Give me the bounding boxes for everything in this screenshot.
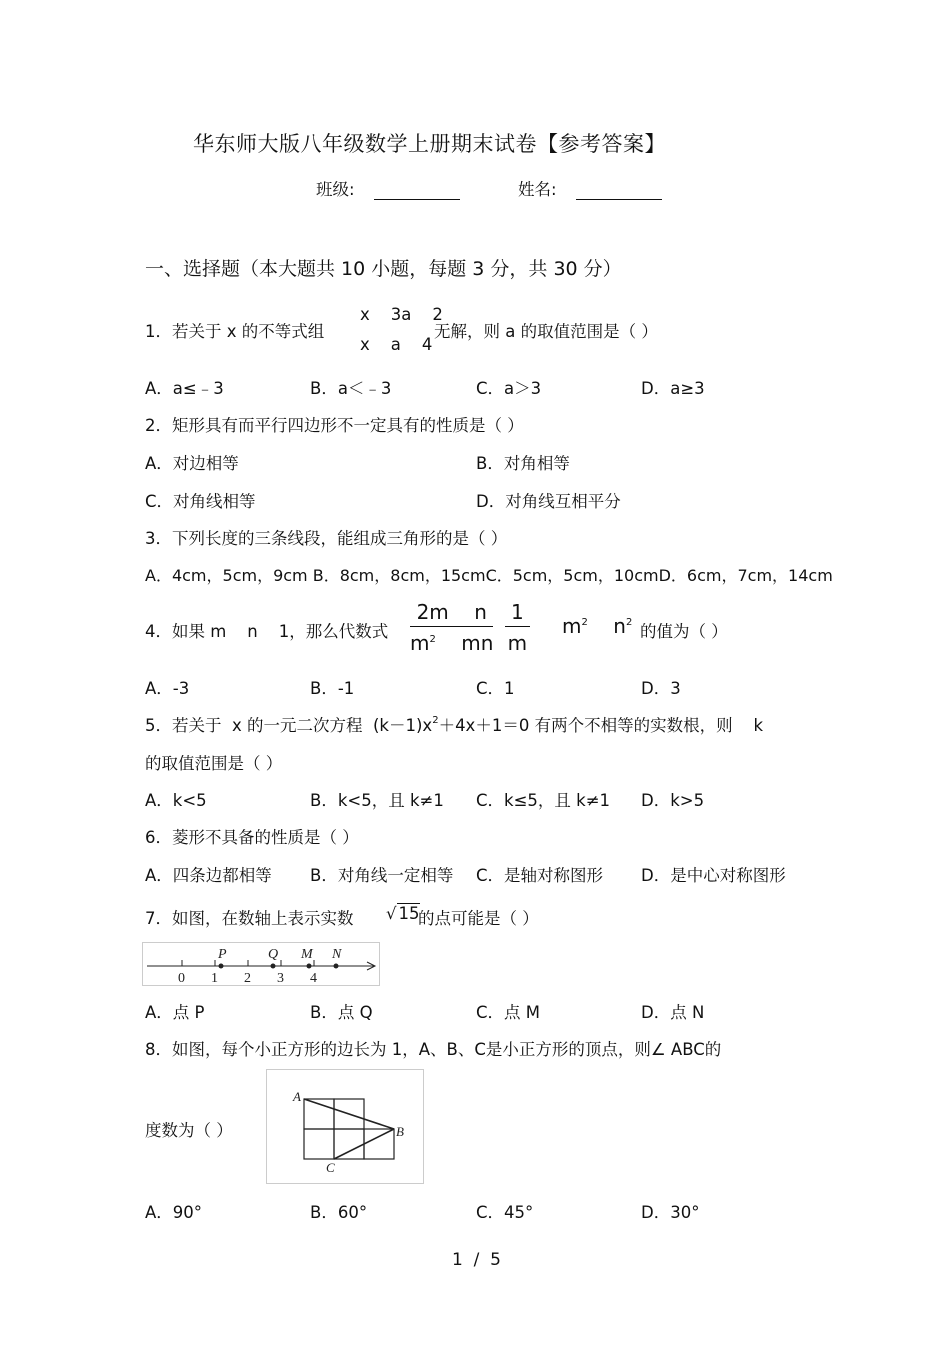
q1-option-c: C．a＞3	[476, 379, 542, 398]
q6-option-a: A．四条边都相等	[145, 866, 272, 885]
q7-option-a: A．点 P	[145, 1003, 205, 1022]
section-heading: 一、选择题（本大题共 10 小题，每题 3 分，共 30 分）	[145, 258, 622, 280]
q4-frac1-denominator: $m^2$ mn	[410, 631, 494, 655]
class-field	[316, 176, 460, 200]
q1-option-a: A．a≤﹣3	[145, 379, 224, 398]
point-label-m: M	[301, 947, 313, 962]
q8-option-c: C．45°	[476, 1203, 534, 1222]
q6-stem: 6．菱形不具备的性质是（ ）	[145, 828, 359, 847]
q5-option-c: C．k≤5，且 k≠1	[476, 791, 611, 810]
q4-frac2-denominator: m	[507, 631, 528, 655]
page-title: 华东师大版八年级数学上册期末试卷【参考答案】	[193, 132, 666, 156]
q8-stem: 8．如图，每个小正方形的边长为 1，A、B、C是小正方形的顶点，则∠ ABC的	[145, 1040, 722, 1059]
q6-option-c: C．是轴对称图形	[476, 866, 604, 885]
name-field	[518, 176, 662, 200]
q6-option-d: D．是中心对称图形	[641, 866, 786, 885]
q3-options: A．4cm，5cm，9cm B．8cm，8cm，15cmC．5cm，5cm，10cmD．6cm，7cm，14cm	[145, 566, 833, 585]
q5-stem-c: 的取值范围是（ ）	[145, 754, 283, 773]
q1-system-line2: x a 4	[360, 335, 433, 354]
number-line-figure	[142, 942, 380, 986]
point-q	[271, 964, 276, 969]
q4-stem-a: 4．如果 m n 1，那么代数式	[145, 622, 389, 641]
tick-label-4: 4	[310, 971, 317, 986]
q7-stem-a: 7．如图，在数轴上表示实数	[145, 909, 354, 928]
point-m	[307, 964, 312, 969]
class-label: 班级:	[316, 180, 355, 199]
q1-option-b: B．a＜﹣3	[310, 379, 392, 398]
grid-square-3	[334, 1129, 364, 1159]
point-label-p: P	[218, 947, 227, 962]
radical-icon: √	[386, 904, 397, 923]
q5-option-d: D．k>5	[641, 791, 705, 810]
q4-frac2-numerator: 1	[505, 600, 530, 627]
q5-option-a: A．k<5	[145, 791, 207, 810]
point-label-n: N	[332, 947, 342, 962]
vertex-label-a: A	[293, 1089, 301, 1104]
tick-label-3: 3	[277, 971, 284, 986]
class-blank	[374, 181, 460, 200]
q8-option-a: A．90°	[145, 1203, 203, 1222]
q1-stem-b: 无解，则 a 的取值范围是（ ）	[434, 322, 658, 341]
tick-label-2: 2	[244, 971, 251, 986]
grid-square-4	[364, 1129, 394, 1159]
q2-option-b: B．对角相等	[476, 454, 570, 473]
q6-option-b: B．对角线一定相等	[310, 866, 454, 885]
grid-angle-figure	[266, 1069, 424, 1184]
q4-option-b: B．-1	[310, 679, 355, 698]
q7-sqrt: √ 15	[386, 904, 420, 923]
tick-label-1: 1	[211, 971, 218, 986]
q4-fraction-1	[410, 600, 493, 655]
q4-fraction-2	[505, 600, 530, 655]
q4-stem-b: 的值为（ ）	[640, 622, 728, 641]
q4-squares: $m^2$ $n^2$	[562, 614, 633, 638]
grid-square-5	[304, 1129, 334, 1159]
q8-option-b: B．60°	[310, 1203, 368, 1222]
q7-option-d: D．点 N	[641, 1003, 705, 1022]
vertex-label-c: C	[326, 1160, 335, 1175]
point-n	[334, 964, 339, 969]
name-blank	[576, 181, 662, 200]
q4-option-a: A．-3	[145, 679, 190, 698]
q2-option-a: A．对边相等	[145, 454, 239, 473]
q8-stem-b: 度数为（ ）	[145, 1121, 233, 1140]
q5-stem: 5．若关于 x 的一元二次方程 $(k-1)x^2+4x+1=0$ 有两个不相等的实数根，则 k	[145, 715, 764, 735]
q1-option-d: D．a≥3	[641, 379, 705, 398]
q4-option-d: D．3	[641, 679, 681, 698]
q1-stem-a: 1．若关于 x 的不等式组	[145, 322, 325, 341]
point-label-q: Q	[268, 947, 279, 962]
q2-option-c: C．对角线相等	[145, 492, 256, 511]
point-p	[219, 964, 224, 969]
q2-option-d: D．对角线互相平分	[476, 492, 621, 511]
page-number: 1 / 5	[452, 1250, 501, 1270]
name-label: 姓名:	[518, 180, 557, 199]
q7-stem-b: 的点可能是（ ）	[418, 909, 539, 928]
q4-option-c: C．1	[476, 679, 515, 698]
q1-system-line1: x 3a 2	[360, 305, 443, 324]
tick-label-0: 0	[178, 971, 185, 986]
q7-option-b: B．点 Q	[310, 1003, 373, 1022]
q3-stem: 3．下列长度的三条线段，能组成三角形的是（ ）	[145, 529, 508, 548]
vertex-label-b: B	[396, 1124, 404, 1139]
segment-ab	[304, 1099, 394, 1129]
q2-stem: 2．矩形具有而平行四边形不一定具有的性质是（ ）	[145, 416, 524, 435]
q4-frac1-numerator: 2m n	[410, 600, 493, 627]
q7-option-c: C．点 M	[476, 1003, 541, 1022]
q5-option-b: B．k<5，且 k≠1	[310, 791, 444, 810]
q8-option-d: D．30°	[641, 1203, 700, 1222]
